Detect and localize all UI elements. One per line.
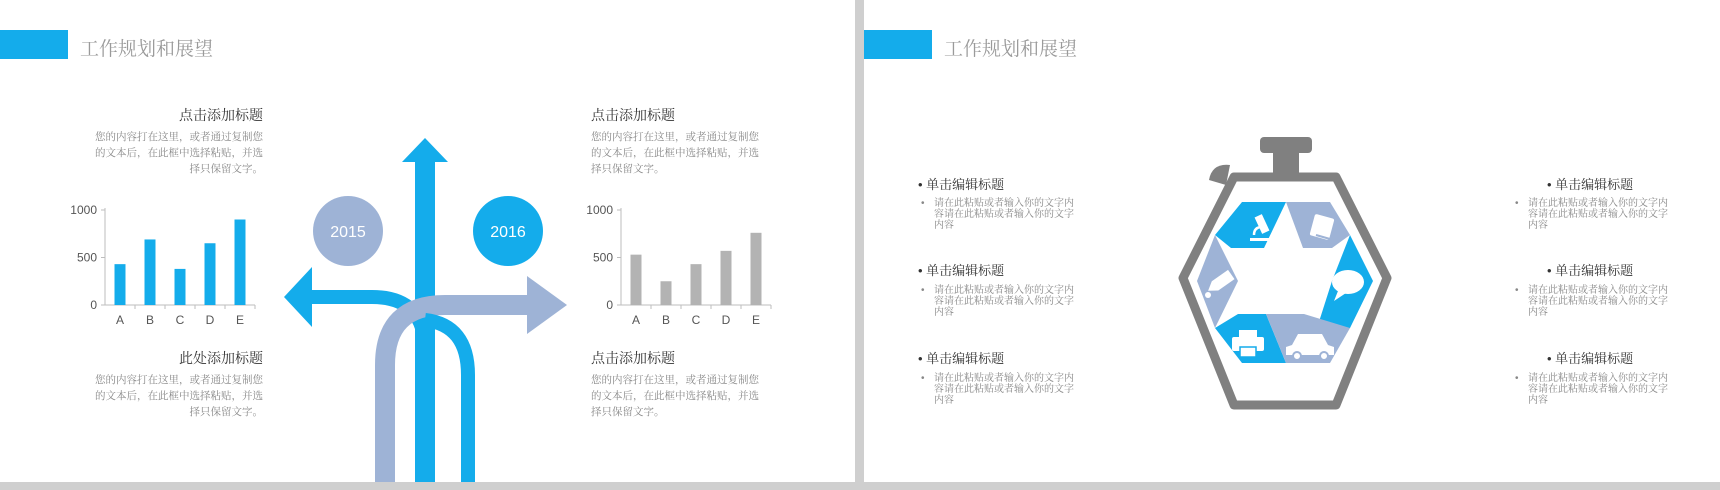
left-chart-bar-A	[115, 264, 126, 305]
slide-title: 工作规划和展望	[944, 39, 1078, 60]
left-chart-bar-D	[205, 243, 216, 305]
left-chart-y-tick-label: 1000	[70, 203, 97, 217]
right-item-1-body: • 请在此粘贴或者输入你的文字内容请在此粘贴或者输入你的文字内容	[1528, 198, 1668, 231]
right-chart-x-tick-label: B	[661, 313, 671, 327]
right-item-1-title-text: 单击编辑标题	[1555, 177, 1634, 192]
bar-chart-left	[60, 198, 270, 333]
left-chart-x-tick-label: B	[145, 313, 155, 327]
stopwatch-hexagon-graphic	[1154, 135, 1414, 410]
title-accent-bar	[864, 30, 932, 59]
slide-title: 工作规划和展望	[80, 39, 214, 60]
left-arrow-head	[284, 267, 312, 327]
block-title-bottom-left: 此处添加标题	[179, 350, 263, 366]
right-chart-bar-B	[661, 281, 672, 305]
left-item-3-title-text: 单击编辑标题	[926, 351, 1005, 366]
left-item-title: • 单击编辑标题	[918, 263, 1005, 278]
left-chart-y-tick-label: 0	[90, 298, 97, 312]
left-item-1-title-text: 单击编辑标题	[926, 177, 1005, 192]
segment-top-left	[1215, 202, 1286, 248]
right-item-2-title-text: 单击编辑标题	[1555, 263, 1634, 278]
left-item-2-title-text: 单击编辑标题	[926, 263, 1005, 278]
right-chart-bar-D	[721, 251, 732, 305]
left-item-1-body: • 请在此粘贴或者输入你的文字内容请在此粘贴或者输入你的文字内容	[934, 198, 1074, 231]
block-title-top-right: 点击添加标题	[591, 107, 675, 123]
left-chart-bar-B	[145, 239, 156, 305]
year-label-2015: 2015	[330, 224, 366, 241]
slide-work-plan-1	[0, 0, 855, 482]
right-chart-bar-E	[751, 233, 762, 305]
block-body-top-right: 您的内容打在这里，或者通过复制您的文本后，在此框中选择粘贴，并选择只保留文字。	[591, 131, 759, 175]
left-chart-bar-C	[175, 269, 186, 305]
left-chart-x-tick-label: E	[235, 313, 245, 327]
block-body-top-left: 您的内容打在这里，或者通过复制您的文本后，在此框中选择粘贴，并选择只保留文字。	[95, 131, 263, 175]
left-chart-bar-E	[235, 220, 246, 306]
right-item-title: • 单击编辑标题	[1547, 351, 1634, 366]
slide-work-plan-2	[864, 0, 1720, 482]
left-chart-x-tick-label: D	[205, 313, 215, 327]
left-item-3-body: • 请在此粘贴或者输入你的文字内容请在此粘贴或者输入你的文字内容	[934, 373, 1074, 406]
year-label-2016: 2016	[490, 224, 526, 241]
right-item-title: • 单击编辑标题	[1547, 263, 1634, 278]
bar-chart-right	[576, 198, 786, 333]
right-chart-bar-A	[631, 255, 642, 305]
right-chart-y-tick-label: 500	[592, 250, 613, 265]
right-chart-x-tick-label: D	[721, 313, 731, 327]
right-chart-y-tick-label: 1000	[586, 203, 613, 217]
right-item-3-body: • 请在此粘贴或者输入你的文字内容请在此粘贴或者输入你的文字内容	[1528, 373, 1668, 406]
right-chart-bar-C	[691, 264, 702, 305]
block-body-bottom-right: 您的内容打在这里，或者通过复制您的文本后，在此框中选择粘贴，并选择只保留文字。	[591, 374, 759, 418]
left-item-title: • 单击编辑标题	[918, 351, 1005, 366]
stopwatch-crown	[1260, 137, 1312, 153]
right-item-title: • 单击编辑标题	[1547, 177, 1634, 192]
left-item-2-body: • 请在此粘贴或者输入你的文字内容请在此粘贴或者输入你的文字内容	[934, 285, 1074, 318]
left-chart-y-tick-label: 500	[76, 250, 97, 265]
block-body-bottom-left: 您的内容打在这里，或者通过复制您的文本后，在此框中选择粘贴，并选择只保留文字。	[95, 374, 263, 418]
right-item-3-title-text: 单击编辑标题	[1555, 351, 1634, 366]
block-title-bottom-right: 点击添加标题	[591, 350, 675, 366]
block-title-top-left: 点击添加标题	[179, 107, 263, 123]
left-chart-x-tick-label: A	[115, 313, 125, 327]
right-chart-x-tick-label: C	[691, 313, 701, 327]
left-chart-x-tick-label: C	[175, 313, 185, 327]
right-chart-y-tick-label: 0	[606, 298, 613, 312]
left-item-title: • 单击编辑标题	[918, 177, 1005, 192]
right-item-2-body: • 请在此粘贴或者输入你的文字内容请在此粘贴或者输入你的文字内容	[1528, 285, 1668, 318]
crossroads-arrows-graphic	[280, 130, 580, 482]
right-arrow-head	[527, 276, 567, 334]
title-accent-bar	[0, 30, 68, 59]
right-chart-x-tick-label: E	[751, 313, 761, 327]
right-chart-x-tick-label: A	[631, 313, 641, 327]
up-arrow-head	[402, 138, 448, 162]
stopwatch-stem	[1273, 151, 1299, 175]
